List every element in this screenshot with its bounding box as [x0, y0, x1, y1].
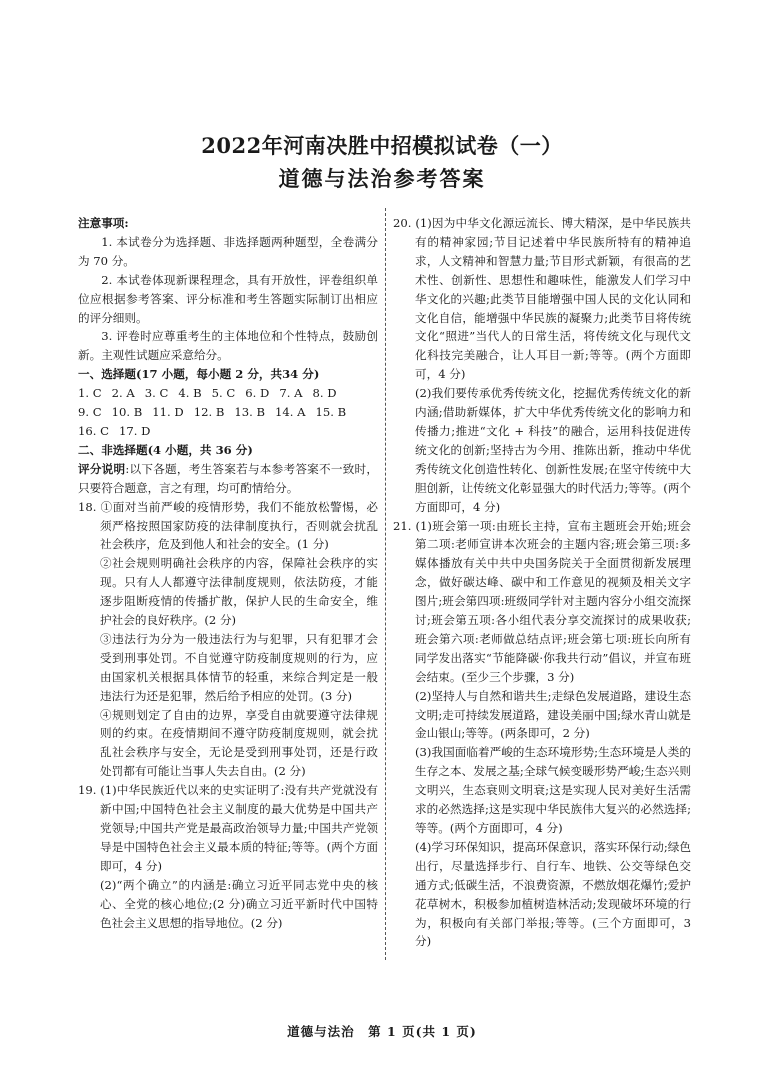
grading-note — [78, 460, 378, 498]
answer-item: 9. C — [78, 405, 102, 420]
notes-heading: 注意事项: — [78, 216, 129, 230]
answer-item: 8. D — [312, 386, 337, 401]
q19-part2: (2)“两个确立”的内涵是:确立习近平同志党中央的核心、全党的核心地位;(2 分)确立习近平新时代中国特色社会主义思想的指导地位。(2 分) — [100, 877, 378, 930]
q19-part1: 19. (1)中华民族近代以来的史实证明了:没有共产党就没有新中国;中国特色社会主义制度的最大优势是中国共产党领导;中国共产党是最高政治领导力量;中国共产党领导是中国特色社会主义最本质的特征;等等。(两个方面即可，4 分) — [78, 783, 378, 873]
section1-heading: 一、选择题(17 小题，每小题 2 分，共34 分) — [78, 367, 320, 382]
q21-part1: 21. (1)班会第一项:由班长主持，宣布主题班会开始;班会第二项:老师宣讲本次班会的主题内容;班会第三项:多媒体播放有关中共中央国务院关于全面贯彻新发展理念，做好碳达峰、碳中和工作意见的视频及相关文字图片;班会第四项:班级同学针对主题内容分小组交流探讨;班会第五项:各小组代表分享交流探讨的成果收获;班会第六项:老师做总结点评;班会第七项:班长向所有同学发出落实“节能降碳·你我共行动”倡议，并宣布班会结束。(至少三个步骤，3 分) — [393, 518, 691, 684]
answer-row-2 — [78, 403, 378, 422]
q20-part1: 20. (1)因为中华文化源远流长、博大精深，是中华民族共有的精神家园;节目记述着中华民族所特有的精神追求，人文精神和智慧力量;节目形式新颖，有很高的艺术性、创新性、思想性和趣味性，能激发人们学习中华文化的兴趣;此类节目能增强中国人民的文化认同和文化自信，能增强中华民族的凝聚力;此类节目将传统文化“照进”当代人的日常生活，将传统文化与现代文化科技完美融合，让人耳目一新;等等。(两个方面即可，4 分) — [393, 216, 691, 382]
answer-item: 14. A — [275, 405, 306, 420]
q21-part4: (4)学习环保知识，提高环保意识，落实环保行动;绿色出行，尽量选择步行、自行车、地铁、公交等绿色交通方式;低碳生活，不浪费资源，不燃放烟花爆竹;爱护花草树木，积极参加植树造林活动;发现破坏环境的行为，积极向有关部门举报;等等。(三个方面即可，3 分) — [415, 839, 691, 949]
note-2: 2. 本试卷体现新课程理念，具有开放性，评卷组织单位应根据参考答案、评分标准和考生答题实际制订出相应的评分细则。 — [78, 272, 378, 325]
column-divider — [385, 208, 386, 960]
q18-part2: ②社会规则明确社会秩序的内容，保障社会秩序的实现。只有人人都遵守法律制度规则，依法防疫，才能逐步阻断疫情的传播扩散，保护人民的生命安全，维护社会的良好秩序。(2 分) — [100, 556, 378, 628]
answer-key-title: 道德与法治参考答案 — [278, 166, 486, 191]
answer-item: 1. C — [78, 386, 102, 401]
answer-item: 16. C — [78, 423, 109, 438]
left-column — [78, 214, 378, 932]
answer-item: 11. D — [152, 405, 184, 420]
q18-part4: ④规则划定了自由的边界，享受自由就要遵守法律规则的约束。在疫情期间不遵守防疫制度规则，就会扰乱社会秩序与安全，无论是受到刑事处罚，还是行政处罚都有可能让当事人失去自由。(2 分) — [100, 707, 378, 779]
answer-item: 5. C — [211, 386, 236, 401]
q21-part2: (2)坚持人与自然和谐共生;走绿色发展道路，建设生态文明;走可持续发展道路，建设美丽中国;绿水青山就是金山银山;等等。(两条即可，2 分) — [415, 688, 691, 741]
answer-item: 10. B — [111, 405, 143, 420]
answer-item: 15. B — [315, 405, 347, 420]
q18-part3: ③违法行为分为一般违法行为与犯罪，只有犯罪才会受到刑事处罚。不自觉遵守防疫制度规则的行为，应由国家机关根据具体情节的轻重，来综合判定是一般违法行为还是犯罪，然后给予相应的处罚。(3 分) — [100, 631, 378, 703]
answer-item: 3. C — [144, 386, 169, 401]
grading-label: 评分说明 — [78, 461, 126, 476]
section2-heading: 二、非选择题(4 小题，共 36 分) — [78, 442, 253, 457]
q20-part2: (2)我们要传承优秀传统文化，挖掘优秀传统文化的新内涵;借助新媒体，扩大中华优秀传统文化的影响力和传播力;推进“文化 + 科技”的融合，运用科技促进传统文化的创新;坚持古为今用、推陈出新，推动中华优秀传统文化创造性转化、创新性发展;在坚守传统中大胆创新，让传统文化彰显强大的时代活力;等等。(两个方面即可，4 分) — [415, 386, 691, 514]
answer-item: 13. B — [234, 405, 266, 420]
answer-row-1 — [78, 384, 378, 403]
note-3: 3. 评卷时应尊重考生的主体地位和个性特点，鼓励创新。主观性试题应采意给分。 — [78, 329, 378, 363]
answer-row-3 — [78, 422, 378, 441]
note-1: 1. 本试卷分为选择题、非选择题两种题型，全卷满分为 70 分。 — [78, 234, 378, 268]
answer-item: 2. A — [111, 386, 135, 401]
grading-text: :以下各题，考生答案若与本参考答案不一致时，只要符合题意，言之有理，均可酌情给分。 — [78, 461, 378, 495]
q21-part3: (3)我国面临着严峻的生态环境形势;生态环境是人类的生存之本、发展之基;全球气候变暖形势严峻;生态兴则文明兴，生态衰则文明衰;这是实现人民对美好生活需求的必然选择;这是实现中华民族伟大复兴的必然选择;等等。(两个方面即可，4 分) — [415, 745, 691, 835]
answer-item: 4. B — [178, 386, 202, 401]
q18-part1: 18. ①面对当前严峻的疫情形势，我们不能放松警惕，必须严格按照国家防疫的法律制度执行，否则就会扰乱社会秩序，危及到他人和社会的安全。(1 分) — [78, 499, 378, 552]
exam-title: 2022年河南决胜中招模拟试卷（一） — [201, 133, 563, 158]
answer-item: 17. D — [119, 423, 151, 438]
answer-item: 6. D — [245, 386, 270, 401]
right-column — [393, 214, 691, 951]
answer-item: 12. B — [193, 405, 225, 420]
answer-item: 7. A — [279, 386, 303, 401]
page-footer: 道德与法治 第 1 页(共 1 页) — [287, 1024, 477, 1039]
